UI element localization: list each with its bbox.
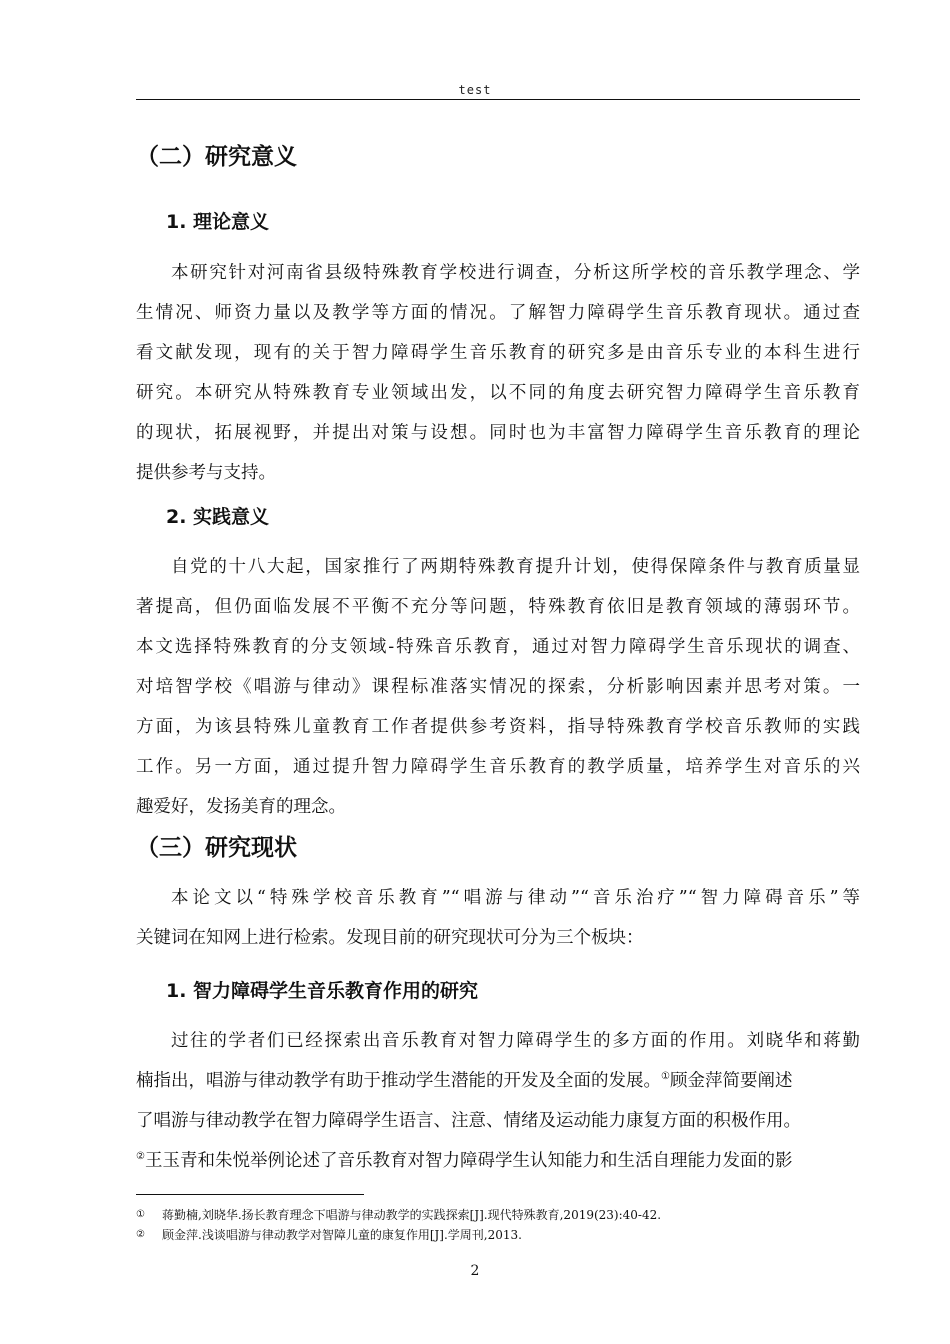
footnote-ref-1[interactable]: ① [661, 1071, 670, 1082]
footnote-2 [136, 1226, 860, 1243]
text-line: 本文选择特殊教育的分支领域-特殊音乐教育，通过对智力障碍学生音乐现状的调查、 [136, 637, 860, 657]
text-line: 自党的十八大起，国家推行了两期特殊教育提升计划，使得保障条件与教育质量显 [171, 557, 860, 577]
paragraph-practical-significance [136, 547, 860, 827]
text-line: 研究。本研究从特殊教育专业领域出发，以不同的角度去研究智力障碍学生音乐教育 [136, 383, 860, 403]
paragraph-theoretical-significance [136, 253, 860, 493]
text-segment: 楠指出，唱游与律动教学有助于推动学生潜能的开发及全面的发展。 [136, 1071, 661, 1091]
footnote-1 [136, 1206, 860, 1223]
text-line: 生情况、师资力量以及教学等方面的情况。了解智力障碍学生音乐教育现状。通过查 [136, 303, 860, 323]
text-line: 对培智学校《唱游与律动》课程标准落实情况的探索，分析影响因素并思考对策。一 [136, 677, 860, 697]
text-line [136, 1061, 860, 1101]
subheading-practical-significance: 2. 实践意义 [166, 506, 270, 528]
footnote-mark: ② [136, 1229, 145, 1240]
text-segment: 王玉青和朱悦举例论述了音乐教育对智力障碍学生认知能力和生活自理能力发面的影 [144, 1151, 793, 1171]
footnote-text: 蒋勤楠,刘晓华.扬长教育理念下唱游与律动教学的实践探索[J].现代特殊教育,2019(23):40-42. [162, 1208, 662, 1222]
text-line: 关键词在知网上进行检索。发现目前的研究现状可分为三个板块： [136, 928, 644, 948]
text-line: 方面，为该县特殊儿童教育工作者提供参考资料，指导特殊教育学校音乐教师的实践 [136, 717, 860, 737]
text-line: 本论文以“特殊学校音乐教育”“唱游与律动”“音乐治疗”“智力障碍音乐”等 [171, 888, 860, 908]
text-line: 趣爱好，发扬美育的理念。 [136, 797, 346, 817]
subheading-music-education-effects: 1. 智力障碍学生音乐教育作用的研究 [166, 980, 479, 1002]
text-line: 提供参考与支持。 [136, 463, 276, 483]
section-heading-research-status: （三）研究现状 [136, 835, 297, 861]
footnote-mark: ① [136, 1209, 145, 1220]
text-line: 看文献发现，现有的关于智力障碍学生音乐教育的研究多是由音乐专业的本科生进行 [136, 343, 860, 363]
text-segment: 顾金萍简要阐述 [669, 1071, 793, 1091]
footnote-separator [136, 1194, 364, 1195]
section-heading-research-significance: （二）研究意义 [136, 144, 297, 170]
page-header: test [458, 83, 492, 97]
footnote-ref-2[interactable]: ② [136, 1151, 145, 1162]
page-number: 2 [470, 1263, 480, 1279]
paragraph-research-status [136, 878, 860, 958]
footnote-text: 顾金萍.浅谈唱游与律动教学对智障儿童的康复作用[J].学周刊,2013. [162, 1228, 522, 1242]
text-line: 工作。另一方面，通过提升智力障碍学生音乐教育的教学质量，培养学生对音乐的兴 [136, 757, 860, 777]
paragraph-music-education-effects [136, 1021, 860, 1181]
header-rule [136, 99, 860, 100]
text-line [136, 1141, 860, 1181]
subheading-theoretical-significance: 1. 理论意义 [166, 211, 270, 233]
text-line: 了唱游与律动教学在智力障碍学生语言、注意、情绪及运动能力康复方面的积极作用。 [136, 1111, 801, 1131]
text-line: 的现状，拓展视野，并提出对策与设想。同时也为丰富智力障碍学生音乐教育的理论 [136, 423, 860, 443]
text-line: 本研究针对河南省县级特殊教育学校进行调查，分析这所学校的音乐教学理念、学 [171, 263, 860, 283]
text-line: 过往的学者们已经探索出音乐教育对智力障碍学生的多方面的作用。刘晓华和蒋勤 [171, 1031, 860, 1051]
text-line: 著提高，但仍面临发展不平衡不充分等问题，特殊教育依旧是教育领域的薄弱环节。 [136, 597, 860, 617]
